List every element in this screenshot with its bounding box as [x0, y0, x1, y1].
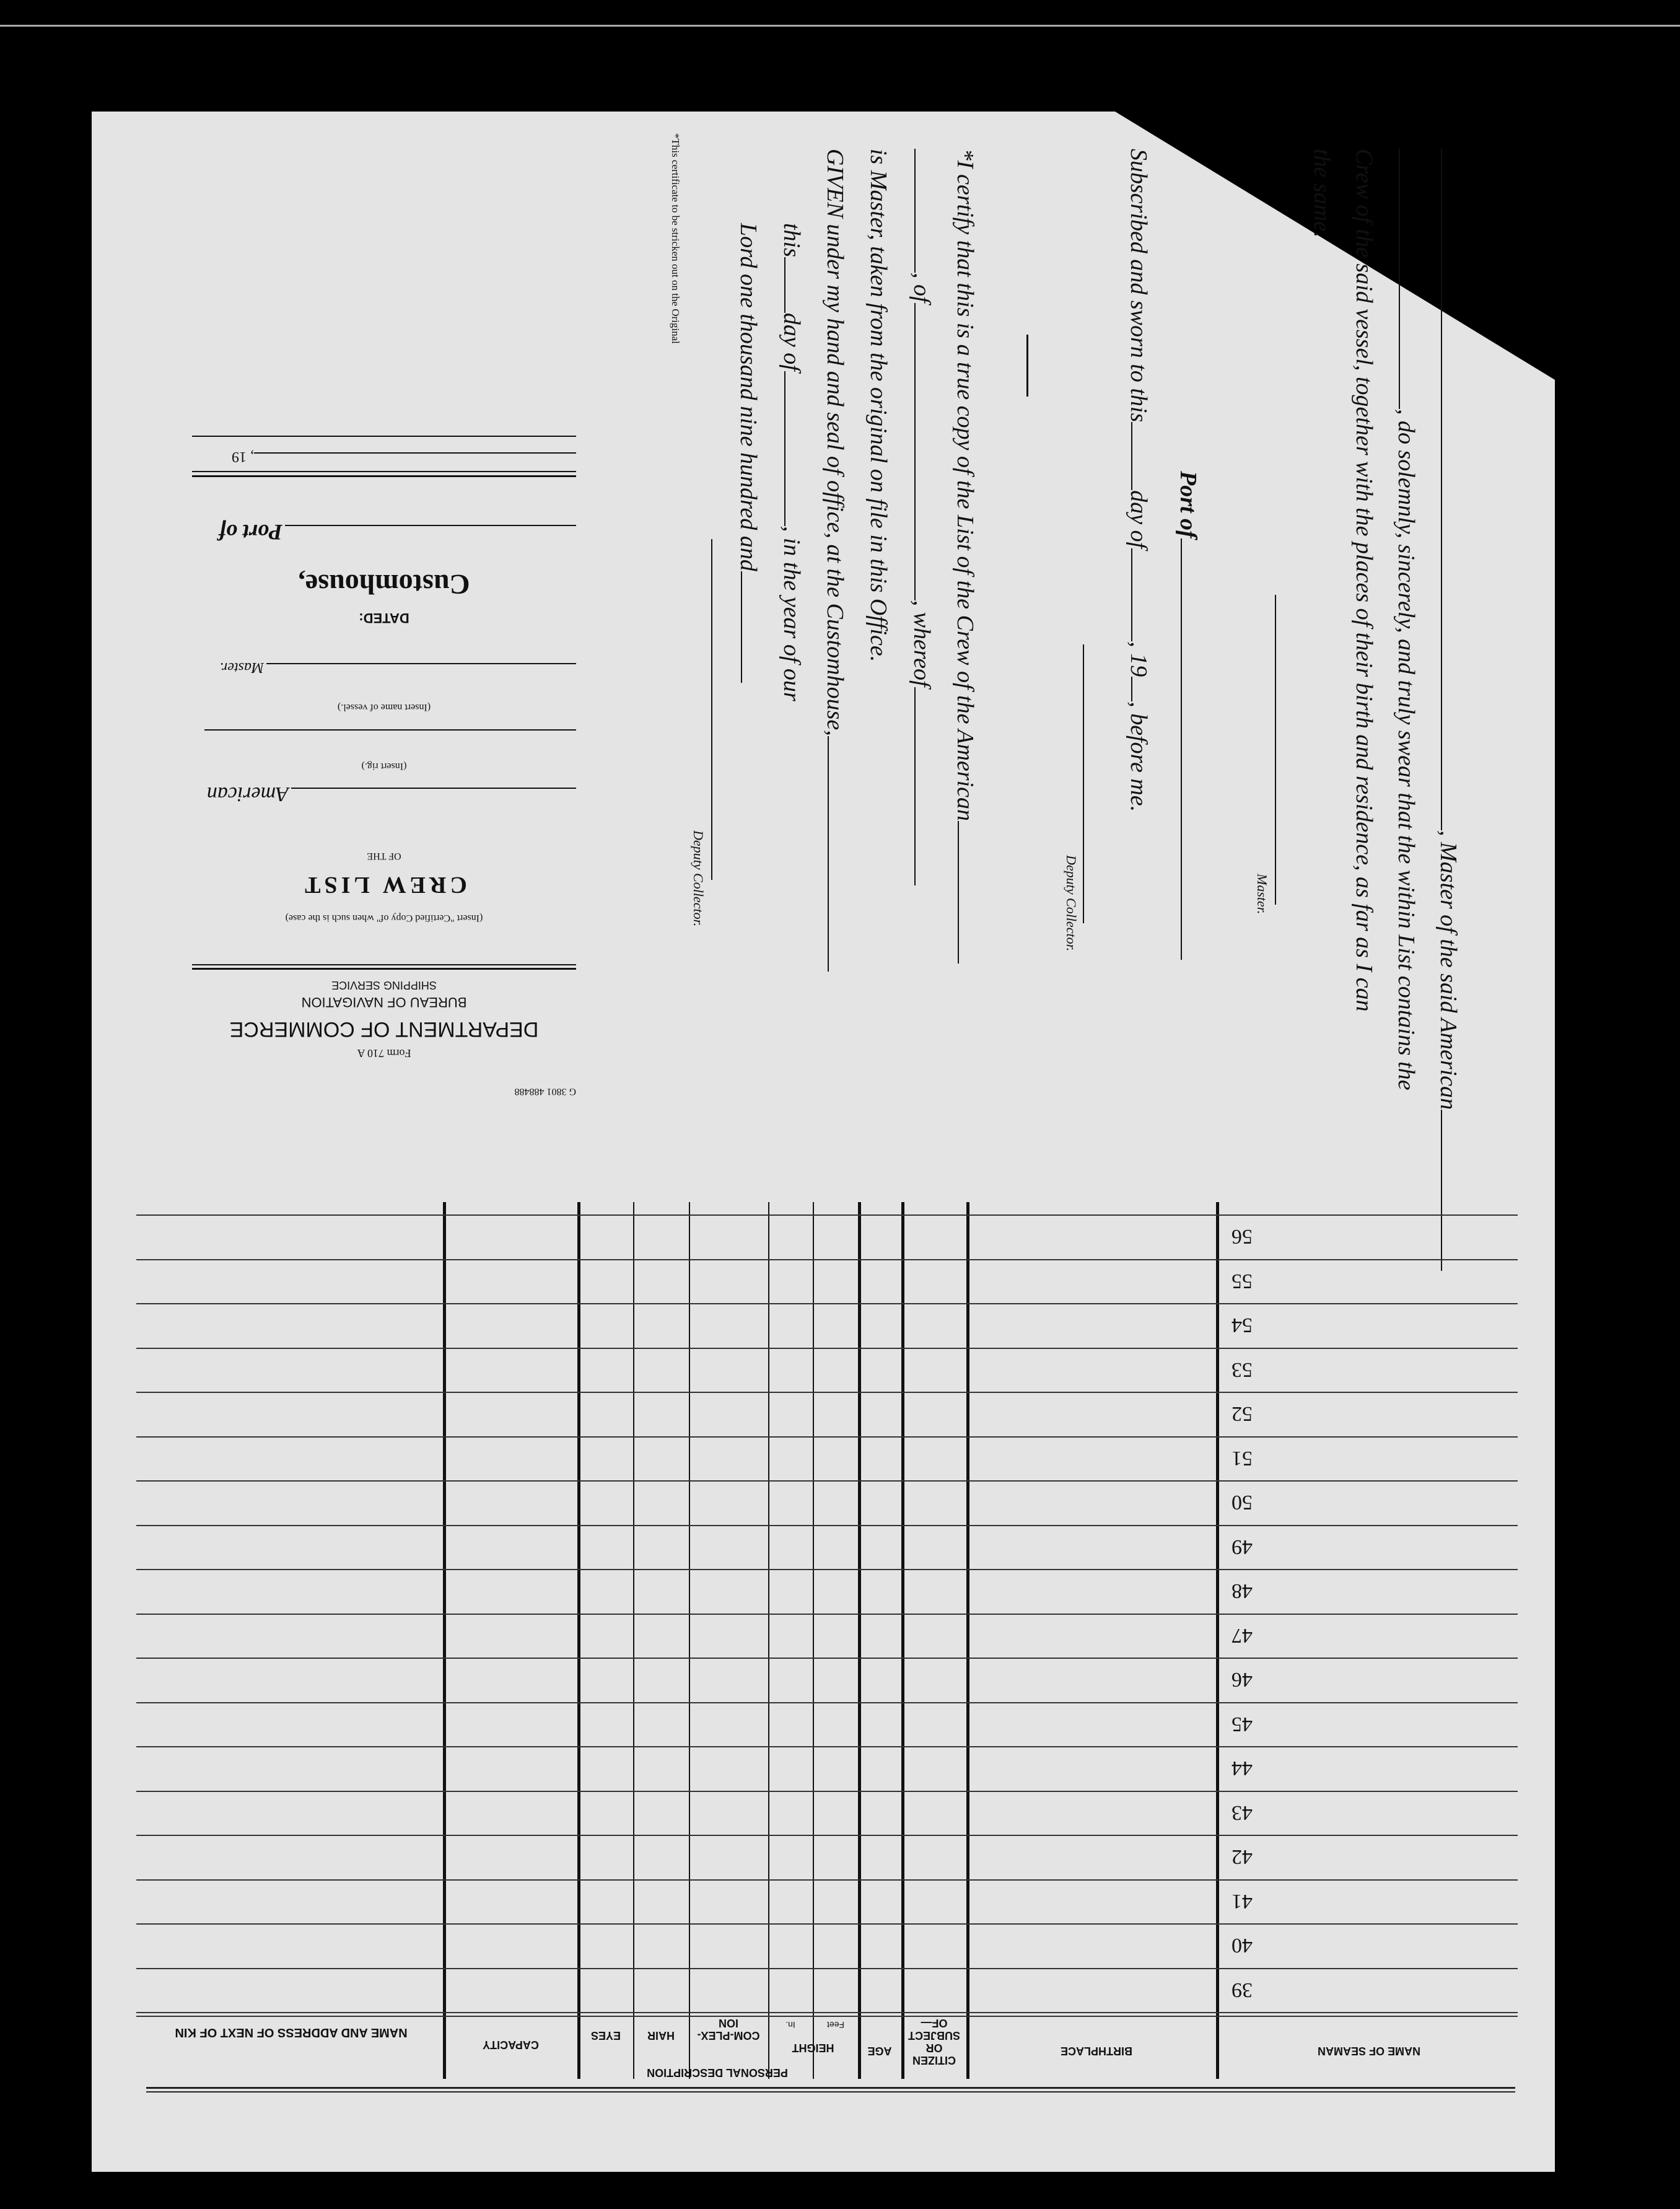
deputy-collector-caption-1: Deputy Collector. — [1064, 855, 1079, 952]
table-row-number: 48 — [1232, 1579, 1253, 1602]
cover-rule-2 — [192, 964, 576, 965]
table-row-line — [136, 1348, 1518, 1349]
table-row-line — [136, 1746, 1518, 1747]
insert-certified-note: (Insert "Certified Copy of" when such is the case) — [285, 913, 483, 923]
table-row-line — [136, 1436, 1518, 1438]
header-complexion: COM-PLEX-ION — [697, 2017, 760, 2042]
scan-top-line — [0, 25, 1680, 27]
dated-label: DATED: — [359, 610, 409, 626]
cover-rule-5 — [192, 436, 576, 437]
customhouse-label: Customhouse, — [298, 569, 470, 600]
table-row-line — [136, 1923, 1518, 1925]
of-the-label: OF THE — [367, 851, 401, 861]
table-row-line — [136, 1303, 1518, 1304]
oath-line-3: Crew of the said vessel, together with the places of their birth and residence, as far as I can — [1351, 149, 1377, 1012]
header-birthplace: BIRTHPLACE — [1061, 2045, 1132, 2057]
crew-list-title: CREW LIST — [301, 872, 467, 898]
oath-line-2: , do solemnly, sincerely, and truly swear that the within List contains the — [1393, 149, 1420, 1090]
table-row-number: 43 — [1232, 1801, 1253, 1824]
master-signature-line[interactable] — [1275, 595, 1276, 905]
master-caption: Master. — [1254, 874, 1270, 915]
deputy-collector-signature-2[interactable] — [711, 539, 712, 880]
header-citizen: CITIZEN OR SUBJECT OF— — [908, 2017, 961, 2066]
table-row-line — [136, 1392, 1518, 1393]
american-line: American — [192, 782, 576, 806]
table-row-number: 51 — [1232, 1446, 1253, 1470]
table-row-number: 49 — [1232, 1535, 1253, 1558]
header-eyes: EYES — [590, 2029, 621, 2042]
table-row-line — [136, 1480, 1518, 1482]
is-master-line: is Master, taken from the original on file in this Office. — [865, 149, 891, 662]
service-title: SHIPPING SERVICE — [331, 979, 437, 991]
table-row-number: 40 — [1232, 1934, 1253, 1957]
table-row-line — [136, 1525, 1518, 1526]
table-row-number: 42 — [1232, 1845, 1253, 1868]
header-personal-description: PERSONAL DESCRIPTION — [647, 2066, 788, 2079]
table-row-line — [136, 1614, 1518, 1615]
table-row-number: 41 — [1232, 1889, 1253, 1913]
table-row-number: 56 — [1232, 1225, 1253, 1248]
table-row-number: 53 — [1232, 1358, 1253, 1381]
table-row-line — [136, 1569, 1518, 1570]
bureau-title: BUREAU OF NAVIGATION — [301, 995, 467, 1010]
port-line: Port of — [1175, 471, 1202, 960]
table-row-number: 55 — [1232, 1269, 1253, 1293]
cover-panel — [192, 266, 576, 1097]
table-row-line — [136, 1259, 1518, 1260]
fold-line-2 — [146, 2091, 1515, 2093]
master-line: Master. — [192, 659, 576, 675]
header-height: HEIGHT — [792, 2042, 834, 2054]
deputy-collector-caption-2: Deputy Collector. — [691, 830, 706, 927]
header-next-of-kin: NAME AND ADDRESS OF NEXT OF KIN — [175, 2026, 408, 2039]
master-name-field[interactable] — [1441, 149, 1442, 830]
table-row-number: 44 — [1232, 1757, 1253, 1780]
table-row-line — [136, 1658, 1518, 1659]
table-row-line — [136, 1702, 1518, 1703]
table-row-line — [136, 2012, 1518, 2013]
table-row-number: 54 — [1232, 1314, 1253, 1337]
table-row-number: 50 — [1232, 1491, 1253, 1514]
vessel-name-line — [192, 726, 576, 737]
table-row-number: 39 — [1232, 1978, 1253, 2001]
header-inches: In. — [785, 2020, 795, 2030]
cover-rule-3 — [192, 475, 576, 477]
header-hair: HAIR — [647, 2029, 675, 2042]
table-row-number: 52 — [1232, 1402, 1253, 1425]
master-field-2[interactable] — [1399, 149, 1400, 409]
table-row-number: 45 — [1232, 1712, 1253, 1736]
port-field[interactable] — [1181, 538, 1182, 960]
given-line: GIVEN under my hand and seal of office, at the Customhouse, — [821, 149, 849, 972]
table-row-line — [136, 1791, 1518, 1792]
table-row-number: 46 — [1232, 1668, 1253, 1691]
form-number: Form 710 A — [357, 1047, 411, 1060]
print-code: G 3801 488488 — [514, 1086, 576, 1097]
oath-line-1: , Master of the said American — [1435, 149, 1462, 1271]
header-name-of-seaman: NAME OF SEAMAN — [1318, 2045, 1420, 2057]
table-row-number: 47 — [1232, 1623, 1253, 1647]
department-title: DEPARTMENT OF COMMERCE — [229, 1017, 539, 1041]
vessel-name-field[interactable] — [1441, 1110, 1442, 1271]
of-whereof-line: , of, whereof — [908, 149, 935, 885]
insert-name-note: (Insert name of vessel.) — [337, 702, 431, 713]
insert-rig-note: (Insert rig.) — [361, 761, 407, 771]
lord-line: Lord one thousand nine hundred and — [735, 223, 762, 683]
strike-note: *This certificate to be stricken out on the Original — [670, 133, 681, 344]
cover-rule-4 — [192, 471, 576, 472]
table-row-line — [136, 1214, 1518, 1216]
table-row-line — [136, 1879, 1518, 1881]
table-row-line — [136, 1968, 1518, 1969]
header-capacity: CAPACITY — [483, 2039, 539, 2051]
oath-line-4: the same. — [1309, 149, 1335, 238]
fold-line — [146, 2087, 1515, 2089]
deputy-collector-signature-1[interactable] — [1083, 644, 1084, 923]
certify-line: *I certify that this is a true copy of the List of the Crew of the American — [952, 149, 979, 964]
this-day-line: thisday of, in the year of our — [779, 223, 805, 701]
cover-rule-1 — [192, 968, 576, 970]
subscribed-line: Subscribed and sworn to thisday of, 19, before me. — [1126, 149, 1152, 812]
port-of-line: Port of — [192, 519, 576, 545]
section-divider — [1026, 335, 1028, 397]
year-line: , 19 — [192, 448, 576, 465]
header-feet: Feet — [827, 2020, 845, 2030]
header-rule — [136, 2016, 1518, 2017]
header-age: AGE — [867, 2045, 892, 2057]
table-row-line — [136, 1835, 1518, 1836]
